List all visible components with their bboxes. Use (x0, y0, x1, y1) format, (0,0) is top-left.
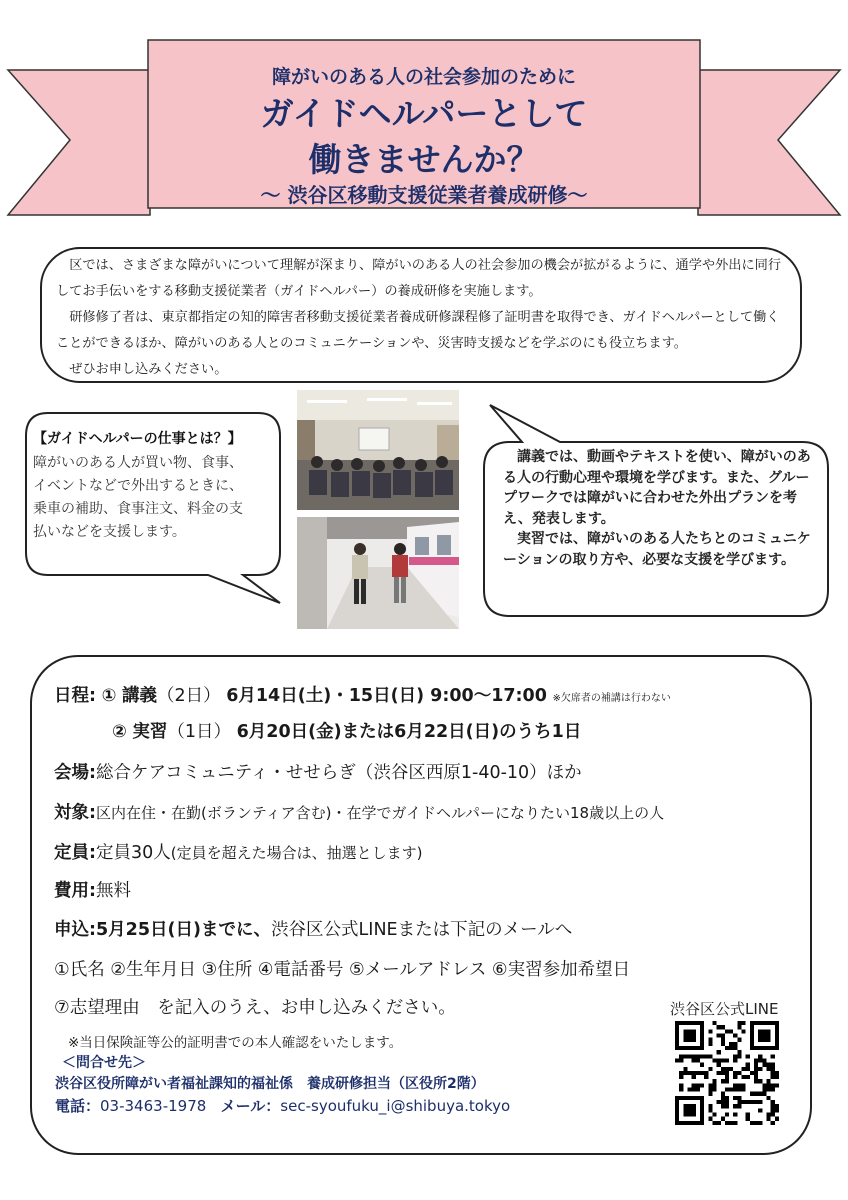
job-description (33, 428, 243, 544)
target-value: 区内在住・在勤(ボランティア含む)・在学でガイドヘルパーになりたい18歳以上の人 (96, 804, 665, 822)
capacity-label: 定員: (54, 843, 96, 863)
apply-method: 渋谷区公式LINEまたは下記のメールへ (271, 920, 573, 940)
lecture-num: ① (101, 686, 117, 706)
capacity-value: 定員30人 (96, 843, 171, 863)
apply-items2-row (54, 994, 456, 1019)
apply-row (54, 916, 572, 941)
banner-title-line1: ガイドヘルパーとして (260, 94, 588, 133)
mail-address: sec-syoufuku_i@shibuya.tokyo (280, 1097, 511, 1115)
apply-deadline: 5月25日(日)までに、 (96, 920, 272, 940)
lecture-days: （2日） (156, 686, 221, 706)
lecture-paragraph: 講義では、動画やテキストを使い、障がいのある人の行動心理や環境を学びます。また、グループワークでは障がいに合わせた外出プランを考え、発表します。 (503, 449, 811, 527)
line-qr-code[interactable] (675, 1021, 779, 1125)
job-heading: 【ガイドヘルパーの仕事とは？】 (33, 431, 242, 447)
contact-org: 渋谷区役所障がい者福祉課知的福祉係 養成研修担当（区役所2階） (55, 1076, 485, 1092)
intro-paragraph: 研修修了者は、東京都指定の知的障害者移動支援従業者養成研修課程修了証明書を取得でき、ガイドヘルパーとして働くことができるほか、障がいのある人とのコミュニケーションや、災害時支援などを学ぶのにも役立ちます。 (56, 310, 780, 351)
banner-title-line2: 働きませんか？ (308, 140, 540, 179)
intro-bubble (40, 247, 802, 383)
phone-number: 03-3463-1978 (100, 1097, 207, 1115)
intro-paragraph: 区では、さまざまな障がいについて理解が深まり、障がいのある人の社会参加の機会が拡がるように、通学や外出に同行してお手伝いをする移動支援従業者（ガイドヘルパー）の養成研修を実施します。 (56, 258, 782, 299)
fee-label: 費用: (54, 881, 96, 901)
banner-subtitle: 障がいのある人の社会参加のために (271, 66, 576, 88)
schedule-label: 日程: (54, 686, 96, 706)
job-body: 障がいのある人が買い物、食事、イベントなどで外出するときに、乗車の補助、食事注文、料金の支払いなどを支援します。 (33, 455, 243, 540)
practice-num: ② (112, 722, 127, 742)
apply-items2: ⑦志望理由 を記入のうえ、お申し込みください。 (54, 998, 456, 1018)
practice-days: （1日） (167, 722, 232, 742)
schedule-row (54, 682, 671, 707)
apply-label: 申込: (54, 920, 96, 940)
fee-value: 無料 (96, 881, 131, 901)
lecture-name: 講義 (121, 686, 157, 706)
phone-label: 電話： (55, 1097, 101, 1115)
fee-row (54, 877, 131, 902)
apply-items-row (54, 956, 630, 981)
practice-row (112, 718, 581, 743)
contact-heading: ＜問合せ先＞ (62, 1055, 146, 1071)
venue-row (54, 759, 582, 784)
lecture-description (503, 447, 813, 570)
lecture-dates: 6月14日(土)・15日(日) 9:00～17:00 (226, 686, 547, 706)
contact-line (55, 1095, 510, 1116)
target-label: 対象: (54, 803, 96, 823)
classroom-photo (297, 390, 459, 510)
capacity-row (54, 839, 423, 864)
capacity-note: (定員を超えた場合は、抽選とします) (170, 844, 423, 862)
lecture-paragraph: 実習では、障がいのある人たちとのコミュニケーションの取り方や、必要な支援を学びます。 (503, 531, 811, 568)
venue-label: 会場: (54, 763, 96, 783)
platform-photo (297, 517, 459, 629)
apply-items: ①氏名 ②生年月日 ③住所 ④電話番号 ⑤メールアドレス ⑥実習参加希望日 (54, 960, 631, 980)
line-label: 渋谷区公式LINE (670, 1000, 779, 1018)
mail-label: メール： (220, 1097, 281, 1115)
venue-value: 総合ケアコミュニティ・せせらぎ（渋谷区西原1-40-10）ほか (96, 763, 582, 783)
lecture-note: ※欠席者の補講は行わない (552, 693, 671, 704)
banner-series: ～ 渋谷区移動支援従業者養成研修～ (260, 183, 588, 207)
practice-dates: 6月20日(金)または6月22日(日)のうち1日 (236, 722, 582, 742)
intro-paragraph: ぜひお申し込みください。 (69, 362, 228, 377)
target-row (54, 799, 664, 824)
id-note: ※当日保険証等公的証明書での本人確認をいたします。 (68, 1035, 403, 1051)
practice-name: 実習 (132, 722, 168, 742)
